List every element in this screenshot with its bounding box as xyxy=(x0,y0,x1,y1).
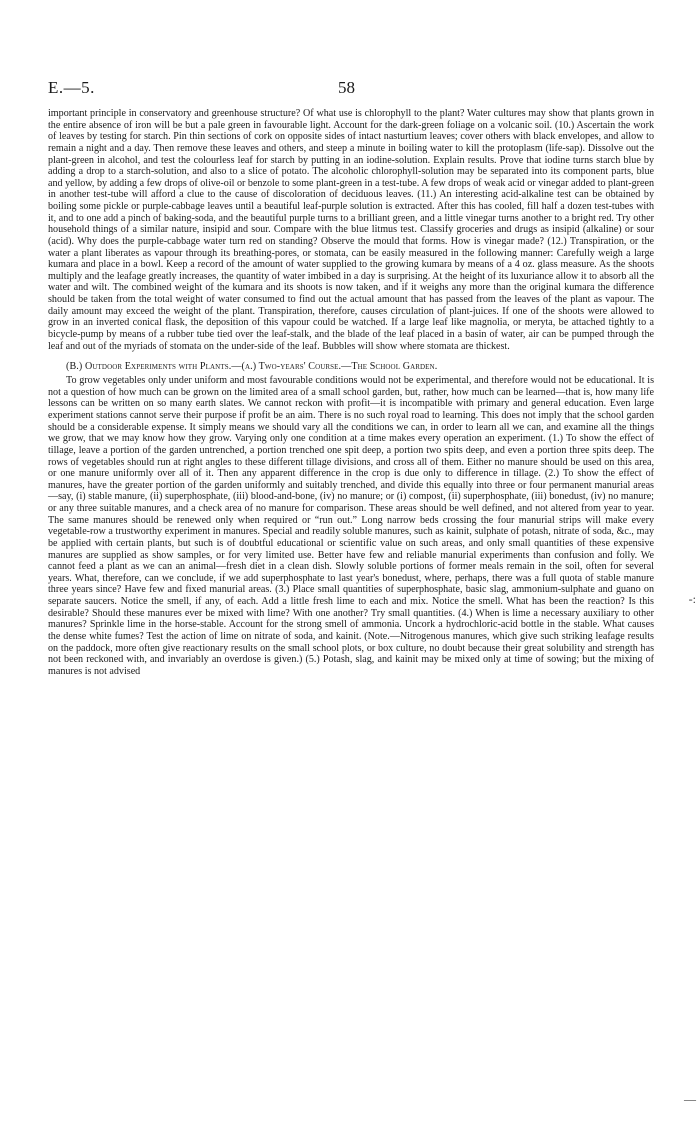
section-heading-course: .—(a.) Two-years' Course.— xyxy=(228,361,352,373)
page-header xyxy=(48,78,654,102)
body-paragraph-school-garden: To grow vegetables only under uniform and most favourable conditions would not be experimental, and therefore would not be educational. It is not a question of how much can be grown on the limited area of a small school garden, but, rather, how much can be learned—that is, how many life lessons can be written on so many earth slates. We cannot reckon with profit—it is incompatible with primary and general education. Even large experiment stations cannot serve their purpose if profit be an aim. There is no such royal road to learning. This does not imply that the school garden should be a considerable expense. It simply means we should vary all the conditions we can, in order to learn all we can, and examine all the things we grow, that we may know how they grow. Varying only one condition at a time makes every operation an experiment. (1.) To show the effect of tillage, leave a portion of the garden untrenched, a portion trenched one spit deep, a portion two spits deep, and even a portion three spits deep. The rows of vegetables should run at right angles to these different tillage divisions, and cross all of them. Either no manure should be used on this area, or one manure uniformly over all of it. Then any apparent difference in the crop is due only to difference in tillage. (2.) To show the effect of manures, have the greater portion of the garden uniformly and suitably trenched, and divide this equally into three or four permanent manurial areas—say, (i) stable manure, (ii) superphosphate, (iii) blood-and-bone, (iv) no manure; or (i) compost, (ii) superphosphate, (iii) bonedust, (iv) no manure; or any three suitable manures, and a check area of no manure for comparison. These areas should be well defined, and not altered from year to year. The same manures should be renewed only when required or “run out.” Long narrow beds crossing the four manurial strips will make every vegetable-row a trustworthy experiment in manures. Special and readily soluble manures, such as kainit, sulphate of potash, nitrate of soda, &c., may be applied with certain plants, but such is of doubtful educational or scientific value on such areas, and only small quantities of these expensive manures are supplied as show samples, or for very limited use. Better have few and reliable manurial experiments than confusion and folly. We cannot feed a plant as we can an animal—fresh diet in a clean dish. Slowly soluble portions of former meals remain in the soil, often for several years. What, therefore, can we conclude, if we add superphosphate to last year's bonedust, where, perhaps, there was a full quota of stable manure three years since? Have few and fixed manurial areas. (3.) Place small quantities of superphosphate, basic slag, ammonium-sulphate and guano on separate saucers. Notice the smell, if any, of each. Add a little fresh lime to each and mix. Notice the smell. What has been the reaction? Is this desirable? Should these manures ever be mixed with lime? With one another? Try small quantities. (4.) When is lime a necessary auxiliary to other manures? Sprinkle lime in the horse-stable. Account for the strong smell of ammonia. Uncork a hydrochloric-acid bottle in the stable. What causes the dense white fumes? Test the action of lime on nitrate of soda, and kainit. (Note.—Nitrogenous manures, which give such striking leafage results on the paddock, more often give reactionary results on the small school plots, or box culture, no doubt because their great solubility and strength has not been reckoned with, and invariably an overdose is given.) (5.) Potash, slag, and kainit may be mixed only at time of sowing; but the mixing of manures is not advised xyxy=(48,375,654,677)
document-page xyxy=(48,78,654,677)
section-heading-subtitle: The School Garden xyxy=(351,361,435,373)
body-paragraph-continued: important principle in conservatory and greenhouse structure? Of what use is chlorophyll to the plant? Water cultures may show that plants grown in the entire absence of iron will be but a pale green in favourable light. Account for the dark-green foliage on a volcanic soil. (10.) Ascertain the work of leaves by testing for starch. Pin thin sections of cork on opposite sides of intact nasturtium leaves; cover others with black envelopes, and allow to remain a night and a day. Then remove these leaves and others, and steep a minute in boiling water to kill the protoplasm (life-sap). Dissolve out the plant-green in alcohol, and test the colourless leaf for starch by putting in an iodine-solution. Explain results. Prove that iodine turns starch blue by adding a drop to a starch-solution, and also to a slice of potato. The alcoholic chlorophyll-solution may be separated into its component parts, blue and yellow, by adding a few drops of olive-oil or benzole to some plant-green in a test-tube. A few drops of weak acid or vinegar added to plant-green in another test-tube will afford a clue to the cause of discoloration of deciduous leaves. (11.) An interesting acid-alkaline test can be obtained by boiling some pickle or purple-cabbage leaves until a beautiful leaf-purple solution is extracted. After this has cooled, fill half a dozen test-tubes with it, and to one add a pinch of baking-soda, and the beautiful purple turns to a brilliant green, and a little vinegar turns another to a bright red. Try other household things of a similar nature, insipid and sour. Compare with the blue litmus test. Classify groceries and drugs as insipid (alkaline) or sour (acid). Why does the purple-cabbage water turn red on standing? Observe the mould that forms. How is vinegar made? (12.) Transpiration, or the water a plant liberates as vapour through its breathing-pores, or stomata, can be easily measured in the following manner: Carefully weigh a large kumara and place in a bowl. Keep a record of the amount of water supplied to the growing kumara by means of a 4 oz. glass measure. As the shoots multiply and the leafage greatly increases, the quantity of water imbibed in a day is surprising. At the height of its luxuriance allow it to absorb all the water and wilt. The combined weight of the kumara and its shoots is now taken, and if it weighs any more than the original kumara the difference should be taken from the total weight of water consumed to find out the actual amount that has passed from the leaves of the plant as vapour. The daily amount may exceed the weight of the plant. Transpiration, therefore, causes circulation of plant-juices. If one of the shoots were allowed to grow in an inverted conical flask, the deposition of this vapour could be watched. If a large leaf like magnolia, or meryta, be attached tightly to a bicycle-pump by means of a rubber tube tied over the leaf-stalk, and the blade of the leaf placed in a basin of water, air can be pumped through the leaf and out of the myriads of stomata on the under-side of the leaf. Bubbles will show where stomata are thickest. xyxy=(48,108,654,352)
section-heading-period: . xyxy=(434,361,438,373)
document-code: E.—5. xyxy=(48,78,95,97)
page-number: 58 xyxy=(338,78,355,97)
margin-mark: -: xyxy=(688,592,696,606)
margin-mark: — xyxy=(684,1092,696,1106)
section-heading xyxy=(66,361,654,373)
section-heading-label: (B.) xyxy=(66,361,86,373)
section-heading-title: Outdoor Experiments with Plants xyxy=(85,361,229,373)
